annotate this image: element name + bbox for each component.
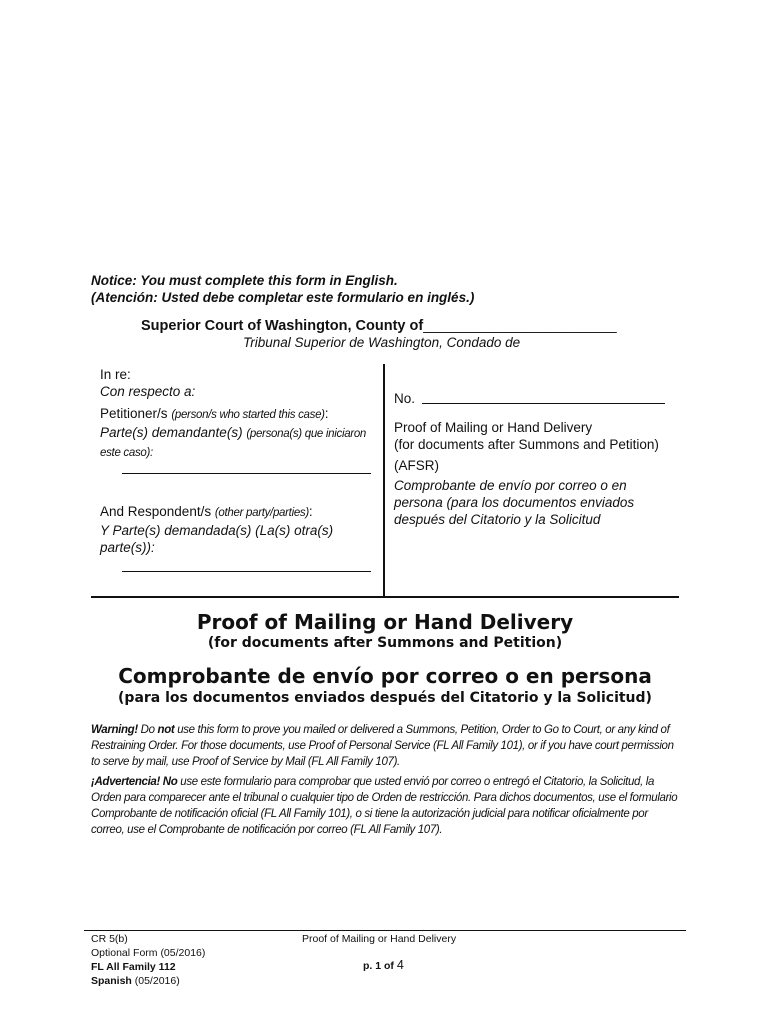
footer-page-total: 4: [396, 958, 404, 972]
notice: [91, 272, 474, 306]
notice-spanish: (Atención: Usted debe completar este formulario en inglés.): [91, 290, 475, 305]
warning-text: use this form to prove you mailed or delivered a Summons, Petition, Order to Go to Court, or any kind of Restraining Order. For those documents, use Proof of Personal Service (FL All Family 101), or if you have court permission to serve by mail, use Proof of Service by Mail (FL All Family 107).: [91, 724, 674, 768]
caption-form-subtitle: (for documents after Summons and Petition): [394, 437, 659, 452]
form-subtitle-spanish: (para los documentos enviados después del Citatorio y la Solicitud): [118, 690, 652, 706]
footer-form-code: CR 5(b): [91, 933, 128, 945]
respondent-block: [100, 503, 380, 556]
footer-rule: [84, 930, 686, 931]
footer-optional: Optional Form (05/2016): [91, 947, 206, 959]
case-number: [394, 390, 415, 407]
caption-form-title-en: Proof of Mailing or Hand Delivery: [394, 420, 593, 435]
in-re-spanish: Con respecto a:: [100, 384, 196, 399]
notice-english: Notice: You must complete this form in English.: [91, 273, 398, 288]
footer-center-title: Proof of Mailing or Hand Delivery: [302, 933, 457, 945]
court-title: [141, 318, 617, 334]
form-title: Proof of Mailing or Hand Delivery: [196, 610, 574, 634]
caption-form-code: (AFSR): [394, 458, 439, 473]
case-number-line[interactable]: [422, 403, 665, 404]
petitioner-colon: :: [324, 406, 329, 421]
footer-spanish: Spanish: [91, 975, 132, 987]
advertencia-text: use este formulario para comprobar que usted envió por correo o entregó el Citatorio, la Solicitud, la Orden para comparecer ante el tribunal o cualquier tipo de Orden de restricción. Para dichos documentos, use el formulario Comprobante de notificación oficial (FL All Family 101), o si tiene la autorización judicial para notificar oficialmente por correo, use el Comprobante de notificación por correo (FL All Family 107).: [91, 776, 678, 836]
footer-page-prefix: p. 1 of: [363, 960, 394, 972]
caption-form-title: [394, 419, 679, 528]
county-blank[interactable]: ________________________: [423, 318, 617, 334]
form-subtitle: (for documents after Summons and Petition): [207, 635, 563, 651]
warning-not: not: [157, 724, 175, 736]
caption-divider: [383, 364, 385, 596]
caption-form-title-es: Comprobante de envío por correo o en persona (para los documentos enviados después del Citatorio y la Solicitud: [394, 478, 635, 527]
petitioner-spanish-note: (persona(s) que iniciaron este caso):: [100, 428, 367, 459]
petitioner-block: [100, 405, 380, 462]
respondent-spanish: Y Parte(s) demandada(s) (La(s) otra(s) parte(s)):: [100, 523, 334, 555]
petitioner-spanish: Parte(s) demandante(s): [100, 425, 243, 440]
petitioner-name-line[interactable]: [122, 473, 371, 474]
warning-english: [91, 722, 681, 770]
in-re: [100, 366, 195, 400]
petitioner-note: (person/s who started this case): [171, 409, 325, 421]
advertencia-label: ¡Advertencia! No: [91, 776, 178, 788]
warning-label: Warning!: [91, 724, 138, 736]
respondent-note: (other party/parties): [214, 507, 309, 519]
respondent-label: And Respondent/s: [100, 504, 212, 519]
case-number-label: No.: [394, 391, 416, 406]
respondent-name-line[interactable]: [122, 571, 371, 572]
in-re-label: In re:: [100, 367, 131, 382]
petitioner-label: Petitioner/s: [100, 406, 168, 421]
form-title-spanish: Comprobante de envío por correo o en persona: [118, 664, 652, 688]
footer-left: [91, 932, 205, 988]
court-title-spanish: Tribunal Superior de Washington, Condado de: [243, 335, 521, 350]
court-title-text: Superior Court of Washington, County of: [141, 318, 424, 334]
warning-do: Do: [137, 724, 158, 736]
respondent-colon: :: [308, 504, 313, 519]
footer-family: FL All Family 112: [91, 961, 176, 973]
footer-spanish-date: (05/2016): [131, 975, 180, 987]
warning-spanish: [91, 774, 681, 838]
footer-page: [363, 958, 404, 973]
